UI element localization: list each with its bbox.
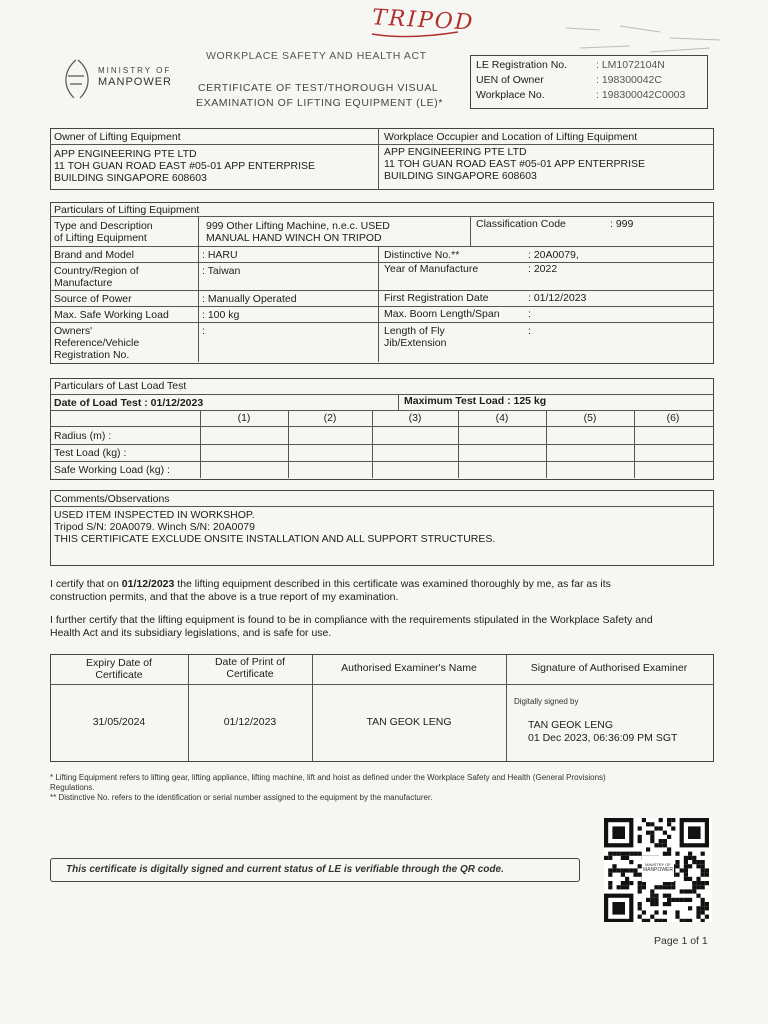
class-value: : 999	[610, 218, 634, 230]
boom-value: :	[528, 308, 531, 320]
fly-label2: Jib/Extension	[384, 337, 447, 349]
ownref-label2: Reference/Vehicle	[54, 337, 140, 349]
year-label: Year of Manufacture	[384, 263, 479, 275]
country-label2: Manufacture	[54, 277, 113, 289]
handwritten-underline	[368, 6, 464, 40]
swl-value: : 100 kg	[202, 309, 240, 321]
type-label1: Type and Description	[54, 220, 153, 232]
col-header: (1)	[237, 412, 251, 424]
fly-label1: Length of Fly	[384, 325, 445, 337]
load-test-heading: Particulars of Last Load Test	[54, 380, 187, 392]
load-test-max: Maximum Test Load : 125 kg	[404, 395, 547, 407]
type-value1: 999 Other Lifting Machine, n.e.c. USED	[206, 220, 390, 232]
print-date: 01/12/2023	[223, 716, 277, 728]
certify-p2-line2: Health Act and its subsidiary legislations, and is safe for use.	[50, 627, 332, 639]
certify-p1-line1: I certify that on 01/12/2023 the lifting equipment described in this certificate was examined thoroughly by me, as far as its	[50, 578, 611, 590]
footnote-1-line1: * Lifting Equipment refers to lifting gear, lifting appliance, lifting machine, lift and hoist as defined under the Workplace Safety and Health (General Provisions)	[50, 773, 606, 782]
signature-date: 01 Dec 2023, 06:36:09 PM SGT	[528, 732, 678, 744]
le-reg-value: : LM1072104N	[596, 59, 665, 71]
comments-heading: Comments/Observations	[54, 493, 170, 505]
act-title: WORKPLACE SAFETY AND HEALTH ACT	[206, 50, 427, 62]
distinctive-label: Distinctive No.**	[384, 249, 460, 261]
col-header: (4)	[495, 412, 509, 424]
row-label-test-load: Test Load (kg) :	[54, 447, 127, 459]
certificate-title-line2: EXAMINATION OF LIFTING EQUIPMENT (LE)*	[196, 97, 444, 109]
sig-h2a: Date of Print of	[214, 656, 286, 668]
load-test-date: Date of Load Test : 01/12/2023	[54, 397, 204, 409]
col-header: (2)	[323, 412, 337, 424]
power-value: : Manually Operated	[202, 293, 297, 305]
le-reg-label: LE Registration No.	[476, 59, 568, 71]
sig-h1b: Certificate	[95, 669, 143, 681]
certify-p1-line2: construction permits, and that the above is a true report of my examination.	[50, 591, 399, 603]
ministry-line2: MANPOWER	[98, 76, 172, 88]
qr-code[interactable]	[604, 818, 712, 922]
certificate-title-line1: CERTIFICATE OF TEST/THOROUGH VISUAL	[198, 82, 439, 94]
comment-line2: Tripod S/N: 20A0079. Winch S/N: 20A0079	[54, 521, 255, 533]
boom-label: Max. Boom Length/Span	[384, 308, 500, 320]
ownref-label1: Owners'	[54, 325, 93, 337]
handwritten-note: TRIPOD	[371, 5, 475, 36]
row-label-radius: Radius (m) :	[54, 430, 112, 442]
col-header: (5)	[583, 412, 597, 424]
comment-line1: USED ITEM INSPECTED IN WORKSHOP.	[54, 509, 255, 521]
ministry-line1: MINISTRY OF	[98, 66, 172, 75]
ownref-value: :	[202, 325, 205, 337]
page-number: Page 1 of 1	[654, 935, 708, 947]
col-header: (6)	[666, 412, 680, 424]
occupier-address2: BUILDING SINGAPORE 608603	[384, 170, 537, 182]
power-label: Source of Power	[54, 293, 132, 305]
row-label-swl: Safe Working Load (kg) :	[54, 464, 170, 476]
workplace-label: Workplace No.	[476, 89, 545, 101]
firstreg-value: : 01/12/2023	[528, 292, 587, 304]
sig-h2b: Certificate	[226, 668, 274, 680]
firstreg-label: First Registration Date	[384, 292, 489, 304]
faint-stamp	[560, 18, 730, 58]
occupier-address1: 11 TOH GUAN ROAD EAST #05-01 APP ENTERPRISE	[384, 158, 646, 170]
owner-address2: BUILDING SINGAPORE 608603	[54, 172, 207, 184]
owner-name: APP ENGINEERING PTE LTD	[54, 148, 197, 160]
uen-label: UEN of Owner	[476, 74, 544, 86]
verify-note: This certificate is digitally signed and current status of LE is verifiable through the QR code.	[66, 864, 504, 875]
uen-value: : 198300042C	[596, 74, 662, 86]
country-label1: Country/Region of	[54, 265, 139, 277]
brand-label: Brand and Model	[54, 249, 134, 261]
fly-value: :	[528, 325, 531, 337]
signature-name: TAN GEOK LENG	[528, 719, 613, 731]
brand-value: : HARU	[202, 249, 238, 261]
footnote-2: ** Distinctive No. refers to the identification or serial number assigned to the equipment by the manufacturer.	[50, 793, 433, 802]
expiry-date: 31/05/2024	[92, 716, 146, 728]
country-value: : Taiwan	[202, 265, 241, 277]
occupier-heading: Workplace Occupier and Location of Lifting Equipment	[384, 131, 638, 143]
class-label: Classification Code	[476, 218, 566, 230]
owner-address1: 11 TOH GUAN ROAD EAST #05-01 APP ENTERPRISE	[54, 160, 316, 172]
certify-p2-line1: I further certify that the lifting equipment is found to be in compliance with the requirements stipulated in the Workplace Safety and	[50, 614, 653, 626]
ministry-crest-icon	[58, 58, 94, 100]
digitally-signed-label: Digitally signed by	[514, 697, 579, 706]
particulars-heading: Particulars of Lifting Equipment	[54, 204, 200, 216]
col-header: (3)	[408, 412, 422, 424]
comment-line3: THIS CERTIFICATE EXCLUDE ONSITE INSTALLATION AND ALL SUPPORT STRUCTURES.	[54, 533, 496, 545]
type-value2: MANUAL HAND WINCH ON TRIPOD	[206, 232, 382, 244]
type-label2: of Lifting Equipment	[54, 232, 147, 244]
ownref-label3: Registration No.	[54, 349, 130, 361]
distinctive-value: : 20A0079,	[528, 249, 579, 261]
footnote-1-line2: Regulations.	[50, 783, 95, 792]
qr-logo: MINISTRY OF MANPOWER	[642, 856, 674, 882]
sig-h1a: Expiry Date of	[86, 657, 152, 669]
workplace-value: : 198300042C0003	[596, 89, 686, 101]
year-value: : 2022	[528, 263, 558, 275]
swl-label: Max. Safe Working Load	[54, 309, 169, 321]
sig-h4: Signature of Authorised Examiner	[530, 662, 688, 674]
owner-heading: Owner of Lifting Equipment	[54, 131, 181, 143]
sig-h3: Authorised Examiner's Name	[341, 662, 477, 674]
examiner-name: TAN GEOK LENG	[366, 716, 452, 728]
occupier-name: APP ENGINEERING PTE LTD	[384, 146, 527, 158]
